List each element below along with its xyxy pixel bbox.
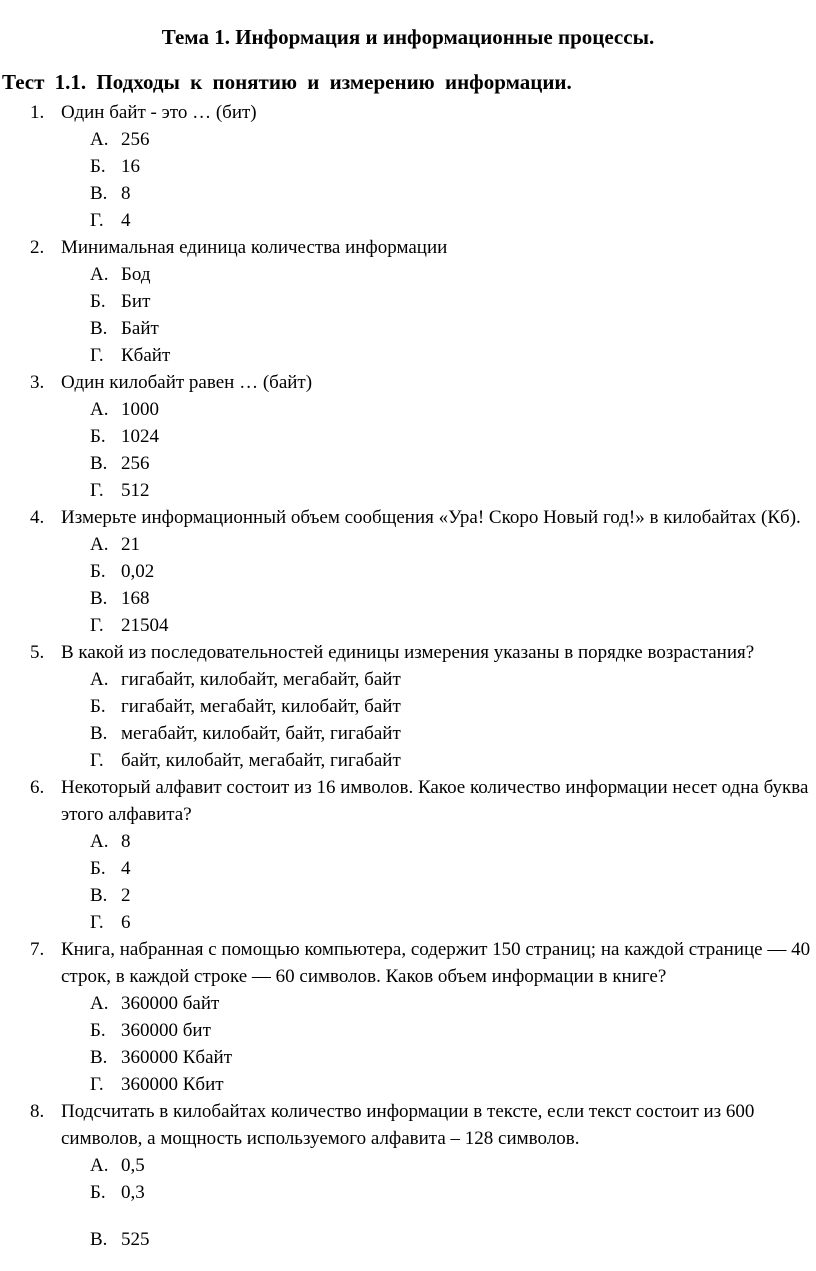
option-letter: А. — [90, 399, 109, 420]
option-text: 1000 — [121, 399, 159, 420]
question-2 — [0, 234, 816, 369]
question-number: 1. — [30, 102, 45, 123]
question-3 — [0, 369, 816, 504]
option-letter: А. — [90, 669, 109, 690]
option-letter: В. — [90, 1229, 108, 1250]
option-text: 256 — [121, 129, 150, 150]
question-number: 6. — [30, 777, 45, 798]
option-letter: В. — [90, 183, 108, 204]
option-text: 0,02 — [121, 561, 155, 582]
option-text: мегабайт, килобайт, байт, гигабайт — [121, 723, 401, 744]
question-text: Минимальная единица количества информации — [61, 237, 448, 258]
answer-option — [0, 288, 816, 315]
option-text: 256 — [121, 453, 150, 474]
answer-option — [0, 1071, 816, 1098]
option-text: 1024 — [121, 426, 159, 447]
option-text: 360000 Кбайт — [121, 1047, 232, 1068]
option-letter: В. — [90, 723, 108, 744]
option-text: 360000 бит — [121, 1020, 211, 1041]
option-letter: Б. — [90, 561, 106, 582]
answer-option — [0, 315, 816, 342]
option-text: 168 — [121, 588, 150, 609]
option-text: 512 — [121, 480, 150, 501]
question-text: Книга, набранная с помощью компьютера, содержит 150 страниц; на каждой странице — 40 строк, в каждой строке — 60 символов. Каков объем информации в книге? — [61, 939, 811, 987]
option-letter: В. — [90, 885, 108, 906]
page-title: Тема 1. Информация и информационные процессы. — [161, 25, 655, 49]
option-text: 16 — [121, 156, 140, 177]
answer-option — [0, 747, 816, 774]
answer-option — [0, 180, 816, 207]
question-number: 4. — [30, 507, 45, 528]
option-letter: А. — [90, 534, 109, 555]
question-4 — [0, 504, 816, 639]
answer-option — [0, 855, 816, 882]
option-text: 360000 байт — [121, 993, 220, 1014]
question-8 — [0, 1098, 816, 1253]
option-text: гигабайт, мегабайт, килобайт, байт — [121, 696, 401, 717]
option-text: 360000 Кбит — [121, 1074, 224, 1095]
option-text: байт, килобайт, мегабайт, гигабайт — [121, 750, 401, 771]
option-text: 21 — [121, 534, 140, 555]
answer-option — [0, 909, 816, 936]
test-title: Тест 1.1. Подходы к понятию и измерению информации. — [2, 70, 572, 94]
option-letter: В. — [90, 588, 108, 609]
answer-option — [0, 828, 816, 855]
answer-option — [0, 558, 816, 585]
answer-option — [0, 1017, 816, 1044]
answer-option — [0, 1044, 816, 1071]
option-letter: Г. — [90, 1074, 104, 1095]
answer-option — [0, 261, 816, 288]
option-letter: Г. — [90, 345, 104, 366]
option-letter: Г. — [90, 480, 104, 501]
option-letter: Г. — [90, 750, 104, 771]
option-letter: А. — [90, 129, 109, 150]
question-text: Один байт - это … (бит) — [61, 102, 257, 123]
answer-option — [0, 585, 816, 612]
option-text: Бод — [121, 264, 151, 285]
option-letter: Г. — [90, 615, 104, 636]
option-letter: Б. — [90, 156, 106, 177]
answer-option — [0, 1179, 816, 1206]
answer-option — [0, 1226, 816, 1253]
question-number: 2. — [30, 237, 45, 258]
answer-option — [0, 1152, 816, 1179]
answer-option — [0, 612, 816, 639]
question-number: 5. — [30, 642, 45, 663]
question-text: В какой из последовательностей единицы измерения указаны в порядке возрастания? — [61, 642, 755, 663]
question-text: Измерьте информационный объем сообщения «Ура! Скоро Новый год!» в килобайтах (Кб). — [61, 507, 801, 528]
option-letter: Б. — [90, 1020, 106, 1041]
option-text: 525 — [121, 1229, 150, 1250]
option-text: 2 — [121, 885, 131, 906]
question-number: 8. — [30, 1101, 45, 1122]
question-number: 7. — [30, 939, 45, 960]
option-letter: В. — [90, 318, 108, 339]
option-text: 6 — [121, 912, 131, 933]
option-text: Кбайт — [121, 345, 171, 366]
answer-option — [0, 693, 816, 720]
answer-option — [0, 990, 816, 1017]
option-text: Байт — [121, 318, 159, 339]
answer-option — [0, 207, 816, 234]
option-text: 21504 — [121, 615, 169, 636]
option-text: 4 — [121, 858, 131, 879]
option-letter: В. — [90, 1047, 108, 1068]
question-1 — [0, 99, 816, 234]
option-text: 0,3 — [121, 1182, 145, 1203]
question-number: 3. — [30, 372, 45, 393]
option-letter: Б. — [90, 696, 106, 717]
option-letter: Г. — [90, 912, 104, 933]
answer-option — [0, 531, 816, 558]
question-text: Некоторый алфавит состоит из 16 имволов. Какое количество информации несет одна буква этого алфавита? — [61, 777, 809, 825]
question-5 — [0, 639, 816, 774]
answer-option — [0, 450, 816, 477]
option-letter: А. — [90, 831, 109, 852]
option-text: 8 — [121, 183, 131, 204]
answer-option — [0, 342, 816, 369]
question-text: Один килобайт равен … (байт) — [61, 372, 313, 393]
answer-option — [0, 153, 816, 180]
option-text: 8 — [121, 831, 131, 852]
option-letter: Б. — [90, 858, 106, 879]
option-letter: Г. — [90, 210, 104, 231]
option-letter: А. — [90, 993, 109, 1014]
option-text: Бит — [121, 291, 151, 312]
answer-option — [0, 477, 816, 504]
option-letter: В. — [90, 453, 108, 474]
answer-option — [0, 882, 816, 909]
option-letter: Б. — [90, 426, 106, 447]
question-text: Подсчитать в килобайтах количество информации в тексте, если текст состоит из 600 символов, а мощность используемого алфавита – 128 символов. — [61, 1101, 755, 1149]
answer-option — [0, 720, 816, 747]
question-7 — [0, 936, 816, 1098]
answer-option — [0, 666, 816, 693]
question-6 — [0, 774, 816, 936]
answer-option — [0, 396, 816, 423]
option-text: 4 — [121, 210, 131, 231]
answer-option — [0, 126, 816, 153]
option-letter: А. — [90, 1155, 109, 1176]
option-letter: Б. — [90, 291, 106, 312]
answer-option — [0, 423, 816, 450]
option-text: гигабайт, килобайт, мегабайт, байт — [121, 669, 401, 690]
option-letter: А. — [90, 264, 109, 285]
spacer — [0, 1206, 816, 1226]
option-text: 0,5 — [121, 1155, 145, 1176]
option-letter: Б. — [90, 1182, 106, 1203]
question-list — [0, 99, 816, 1253]
